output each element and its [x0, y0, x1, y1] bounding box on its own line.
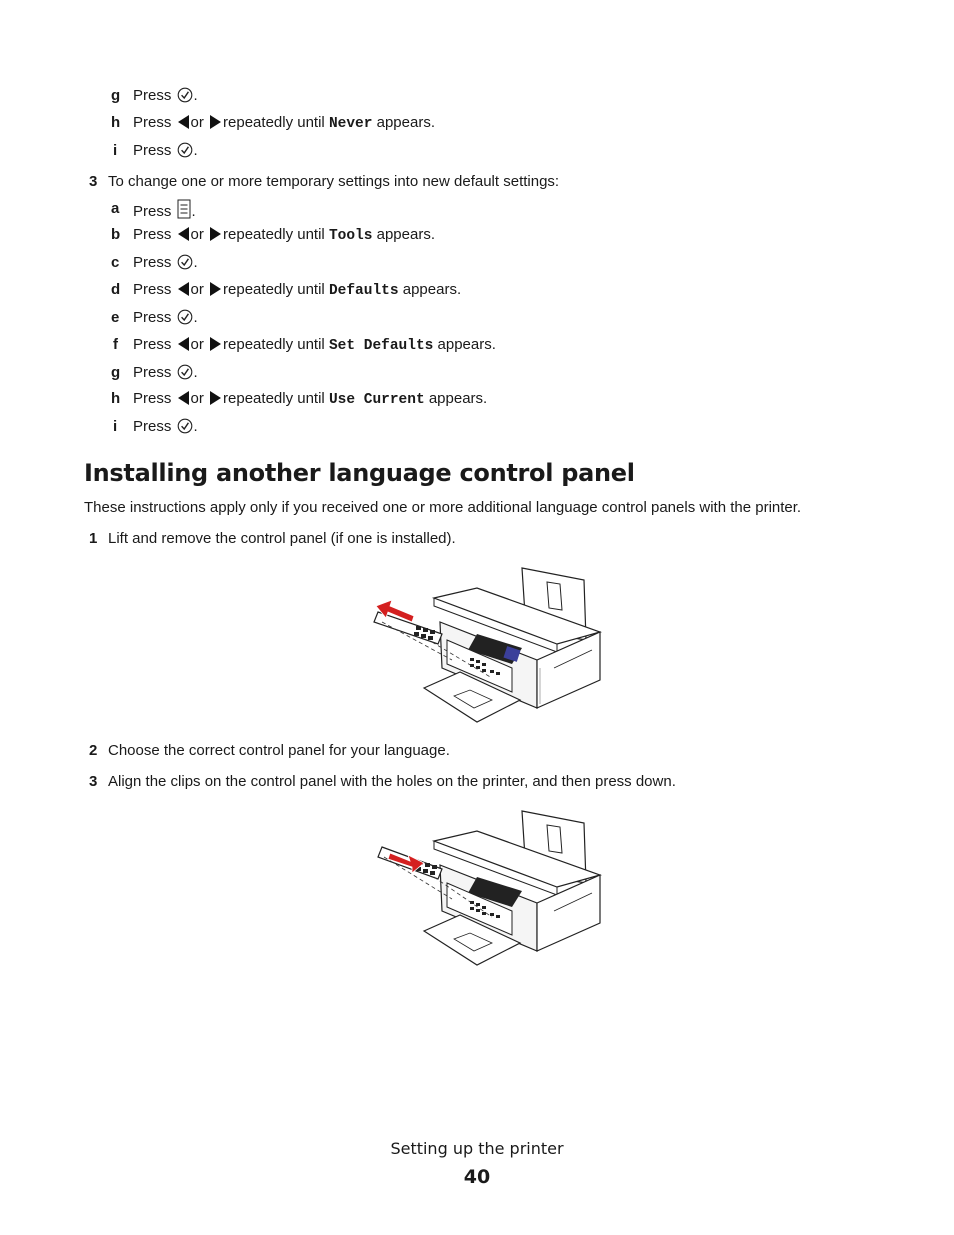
step-letter: f — [113, 336, 118, 353]
right-arrow-icon — [209, 336, 222, 358]
step-letter: g — [111, 364, 121, 381]
step-letter: a — [111, 200, 120, 217]
left-arrow-icon — [177, 114, 190, 136]
ok-check-icon — [177, 142, 193, 164]
step-i-text: Press . — [133, 141, 198, 164]
footer-title: Setting up the printer — [390, 1139, 564, 1158]
step-a-text: Press . — [133, 199, 196, 225]
step-h-text: Press or repeatedly until Never appears. — [133, 113, 435, 136]
section-heading: Installing another language control panel — [84, 459, 635, 487]
ok-check-icon — [177, 364, 193, 386]
right-arrow-icon — [209, 114, 222, 136]
step-e-text: Press . — [133, 308, 198, 331]
step-letter: h — [111, 114, 121, 131]
step-letter: c — [111, 254, 120, 271]
step-g-text: Press . — [133, 86, 198, 109]
step-number: 3 — [89, 173, 98, 190]
section-intro: These instructions apply only if you received one or more additional language control panels with the printer. — [84, 499, 802, 516]
right-arrow-icon — [209, 226, 222, 248]
step-letter: e — [111, 309, 120, 326]
step-g2-text: Press . — [133, 363, 198, 386]
step-number: 1 — [89, 530, 98, 547]
printer-install-panel-illustration — [372, 803, 612, 971]
step-letter: h — [111, 390, 121, 407]
step-letter: i — [113, 418, 118, 435]
step-letter: i — [113, 142, 118, 159]
left-arrow-icon — [177, 390, 190, 412]
printer-remove-panel-illustration — [372, 560, 612, 728]
step-number: 3 — [89, 773, 98, 790]
ok-check-icon — [177, 87, 193, 109]
ok-check-icon — [177, 254, 193, 276]
step-letter: b — [111, 226, 121, 243]
right-arrow-icon — [209, 281, 222, 303]
step-b-text: Press or repeatedly until Tools appears. — [133, 225, 435, 248]
step-number: 2 — [89, 742, 98, 759]
ok-check-icon — [177, 418, 193, 440]
step-3-text: To change one or more temporary settings into new default settings: — [108, 173, 560, 190]
ok-check-icon — [177, 309, 193, 331]
step-c-text: Press . — [133, 253, 198, 276]
section-step-2-text: Choose the correct control panel for your language. — [108, 742, 450, 759]
page-number: 40 — [463, 1166, 491, 1188]
left-arrow-icon — [177, 281, 190, 303]
section-step-3-text: Align the clips on the control panel with the holes on the printer, and then press down. — [108, 773, 676, 790]
step-letter: g — [111, 87, 121, 104]
step-h2-text: Press or repeatedly until Use Current appears. — [133, 389, 487, 412]
left-arrow-icon — [177, 226, 190, 248]
menu-icon — [177, 199, 191, 225]
step-f-text: Press or repeatedly until Set Defaults appears. — [133, 335, 496, 358]
right-arrow-icon — [209, 390, 222, 412]
step-d-text: Press or repeatedly until Defaults appears. — [133, 280, 461, 303]
left-arrow-icon — [177, 336, 190, 358]
step-letter: d — [111, 281, 121, 298]
step-i2-text: Press . — [133, 417, 198, 440]
section-step-1-text: Lift and remove the control panel (if one is installed). — [108, 530, 456, 547]
